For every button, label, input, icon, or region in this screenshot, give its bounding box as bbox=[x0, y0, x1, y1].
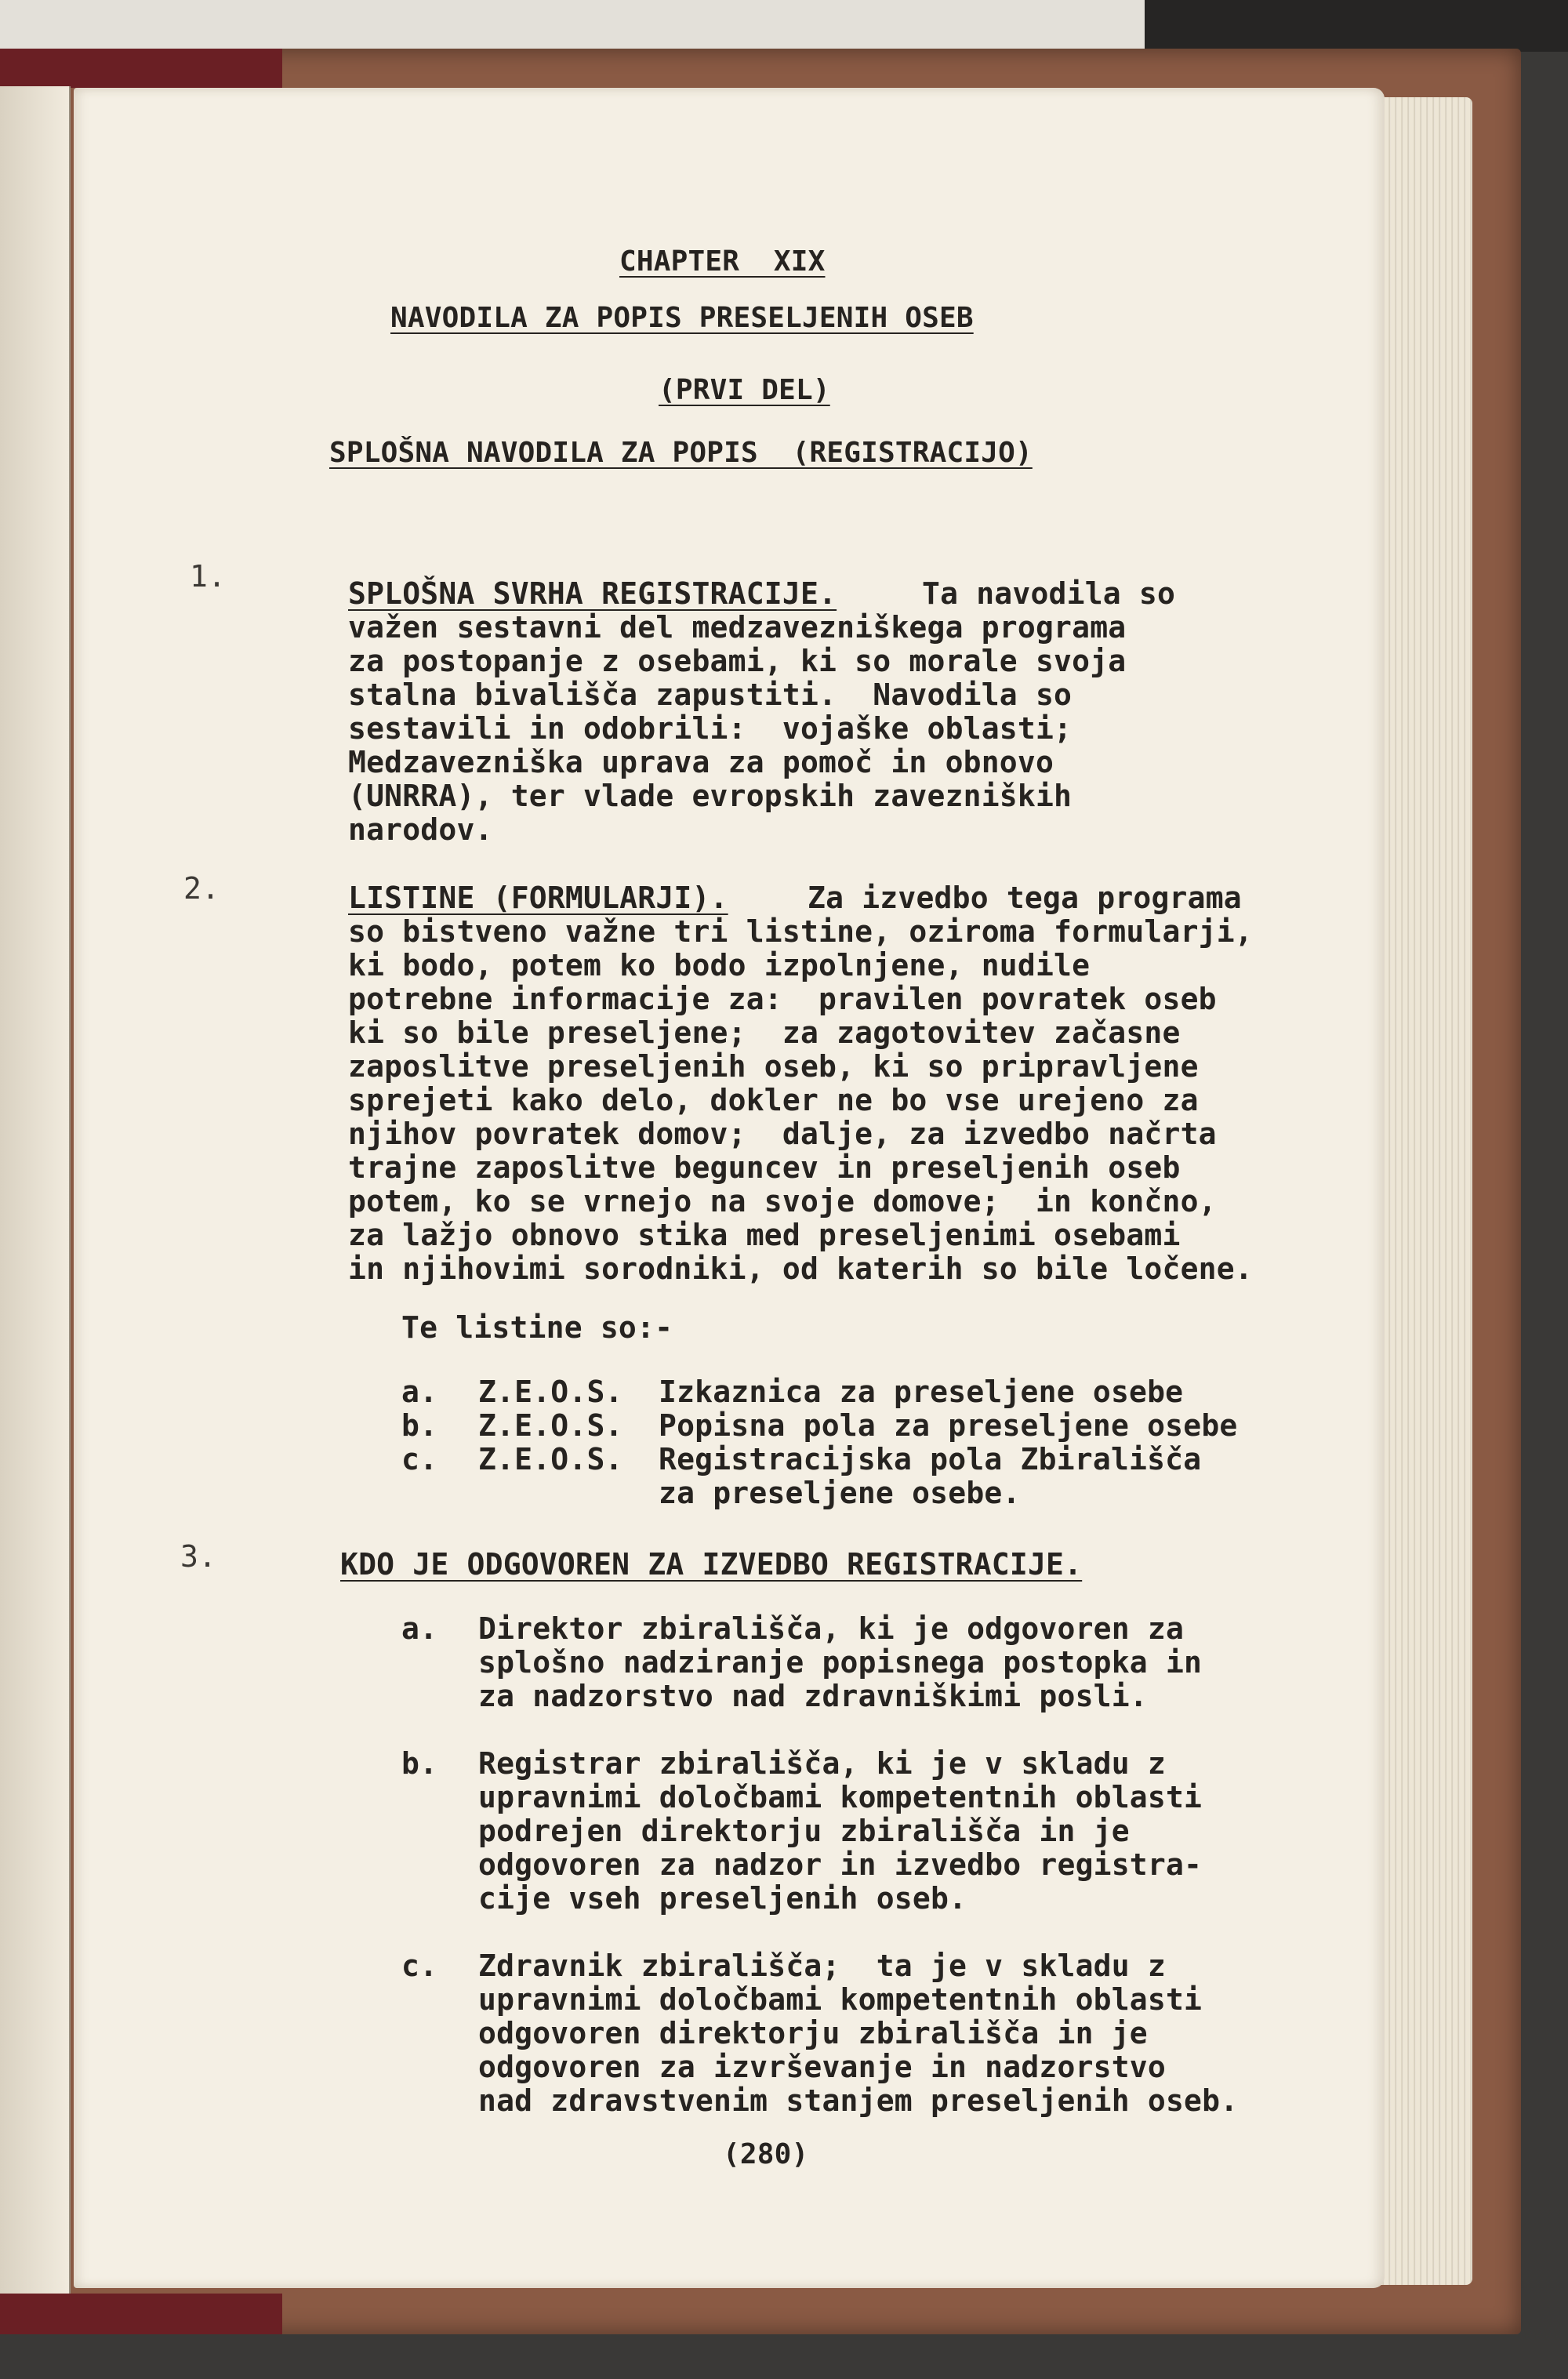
book-spine-bottom bbox=[0, 2294, 282, 2334]
item-text-line: za nadzorstvo nad zdravniškimi posli. bbox=[478, 1679, 1148, 1713]
section-heading: SPLOŠNA SVRHA REGISTRACIJE. bbox=[348, 576, 837, 611]
page-number: (280) bbox=[723, 2138, 809, 2170]
section-text-line: ki bodo, potem ko bodo izpolnjene, nudile bbox=[348, 948, 1091, 982]
document-title: NAVODILA ZA POPIS PRESELJENIH OSEB bbox=[390, 302, 974, 334]
document-name: Registracijska pola Zbirališča bbox=[659, 1442, 1202, 1476]
item-letter: b. bbox=[401, 1746, 438, 1781]
facing-page-edge bbox=[0, 86, 71, 2294]
page-edges bbox=[1378, 97, 1472, 2285]
item-letter: c. bbox=[401, 1949, 438, 1983]
item-text-line: Direktor zbirališča, ki je odgovoren za bbox=[478, 1611, 1185, 1646]
section-text-line: važen sestavni del medzavezniškega programa bbox=[348, 610, 1127, 645]
section-text-line: potrebne informacije za: pravilen povratek oseb bbox=[348, 982, 1217, 1016]
part-label: (PRVI DEL) bbox=[659, 374, 830, 406]
document-code: Z.E.O.S. bbox=[478, 1442, 623, 1476]
item-text-line: odgovoren direktorju zbirališča in je bbox=[478, 2016, 1148, 2050]
document-code: Z.E.O.S. bbox=[478, 1408, 623, 1443]
item-text-line: Registrar zbirališča, ki je v skladu z bbox=[478, 1746, 1166, 1781]
section-heading: LISTINE (FORMULARJI). bbox=[348, 881, 728, 915]
item-text-line: podrejen direktorju zbirališča in je bbox=[478, 1814, 1130, 1848]
section-text-line: sprejeti kako delo, dokler ne bo vse urejeno za bbox=[348, 1083, 1199, 1117]
document-page bbox=[74, 88, 1385, 2288]
document-code: Z.E.O.S. bbox=[478, 1375, 623, 1409]
document-name: Popisna pola za preseljene osebe bbox=[659, 1408, 1238, 1443]
item-text-line: splošno nadziranje popisnega postopka in bbox=[478, 1645, 1203, 1680]
section-text-line: potem, ko se vrnejo na svoje domove; in končno, bbox=[348, 1184, 1217, 1219]
item-text-line: odgovoren za izvrševanje in nadzorstvo bbox=[478, 2050, 1166, 2084]
section-text-line: so bistveno važne tri listine, oziroma formularji, bbox=[348, 914, 1253, 949]
section-heading: KDO JE ODGOVOREN ZA IZVEDBO REGISTRACIJE. bbox=[340, 1547, 1083, 1582]
section-number: 2. bbox=[183, 871, 220, 906]
section-text-line: zaposlitve preseljenih oseb, ki so pripravljene bbox=[348, 1049, 1199, 1084]
book-spine-top bbox=[0, 49, 282, 88]
item-letter: a. bbox=[401, 1611, 438, 1646]
section-text-line: ki so bile preseljene; za zagotovitev začasne bbox=[348, 1015, 1181, 1050]
section-text-line: in njihovimi sorodniki, od katerih so bile ločene. bbox=[348, 1251, 1253, 1286]
section-text-line: njihov povratek domov; dalje, za izvedbo načrta bbox=[348, 1117, 1217, 1151]
chapter-heading: CHAPTER XIX bbox=[619, 245, 826, 278]
background-dark-corner bbox=[1145, 0, 1568, 52]
item-text-line: nad zdravstvenim stanjem preseljenih oseb. bbox=[478, 2083, 1239, 2118]
item-text-line: cije vseh preseljenih oseb. bbox=[478, 1881, 967, 1916]
document-name: Izkaznica za preseljene osebe bbox=[659, 1375, 1184, 1409]
section-text-line: sestavili in odobrili: vojaške oblasti; bbox=[348, 711, 1073, 746]
section-text-line: za postopanje z osebami, ki so morale svoja bbox=[348, 644, 1127, 678]
section-number: 3. bbox=[180, 1539, 217, 1574]
subtitle: SPLOŠNA NAVODILA ZA POPIS (REGISTRACIJO) bbox=[329, 437, 1033, 469]
document-letter: b. bbox=[401, 1408, 438, 1443]
item-text-line: odgovoren za nadzor in izvedbo registra- bbox=[478, 1847, 1203, 1882]
item-text-line: upravnimi določbami kompetentnih oblasti bbox=[478, 1780, 1203, 1814]
document-name-continued: za preseljene osebe. bbox=[659, 1476, 1021, 1510]
documents-intro: Te listine so:- bbox=[401, 1310, 673, 1345]
section-number: 1. bbox=[190, 559, 227, 594]
document-letter: c. bbox=[401, 1442, 438, 1476]
section-text-line: Medzavezniška uprava za pomoč in obnovo bbox=[348, 745, 1054, 779]
document-letter: a. bbox=[401, 1375, 438, 1409]
section-text-line: trajne zaposlitve beguncev in preseljenih oseb bbox=[348, 1150, 1181, 1185]
section-text-line: Za izvedbo tega programa bbox=[808, 881, 1242, 915]
section-text-line: narodov. bbox=[348, 812, 493, 847]
section-text-line: (UNRRA), ter vlade evropskih zavezniških bbox=[348, 779, 1073, 813]
section-text-line: stalna bivališča zapustiti. Navodila so bbox=[348, 677, 1073, 712]
section-text-line: Ta navodila so bbox=[922, 576, 1176, 611]
item-text-line: upravnimi določbami kompetentnih oblasti bbox=[478, 1982, 1203, 2017]
item-text-line: Zdravnik zbirališča; ta je v skladu z bbox=[478, 1949, 1166, 1983]
section-text-line: za lažjo obnovo stika med preseljenimi osebami bbox=[348, 1218, 1181, 1252]
